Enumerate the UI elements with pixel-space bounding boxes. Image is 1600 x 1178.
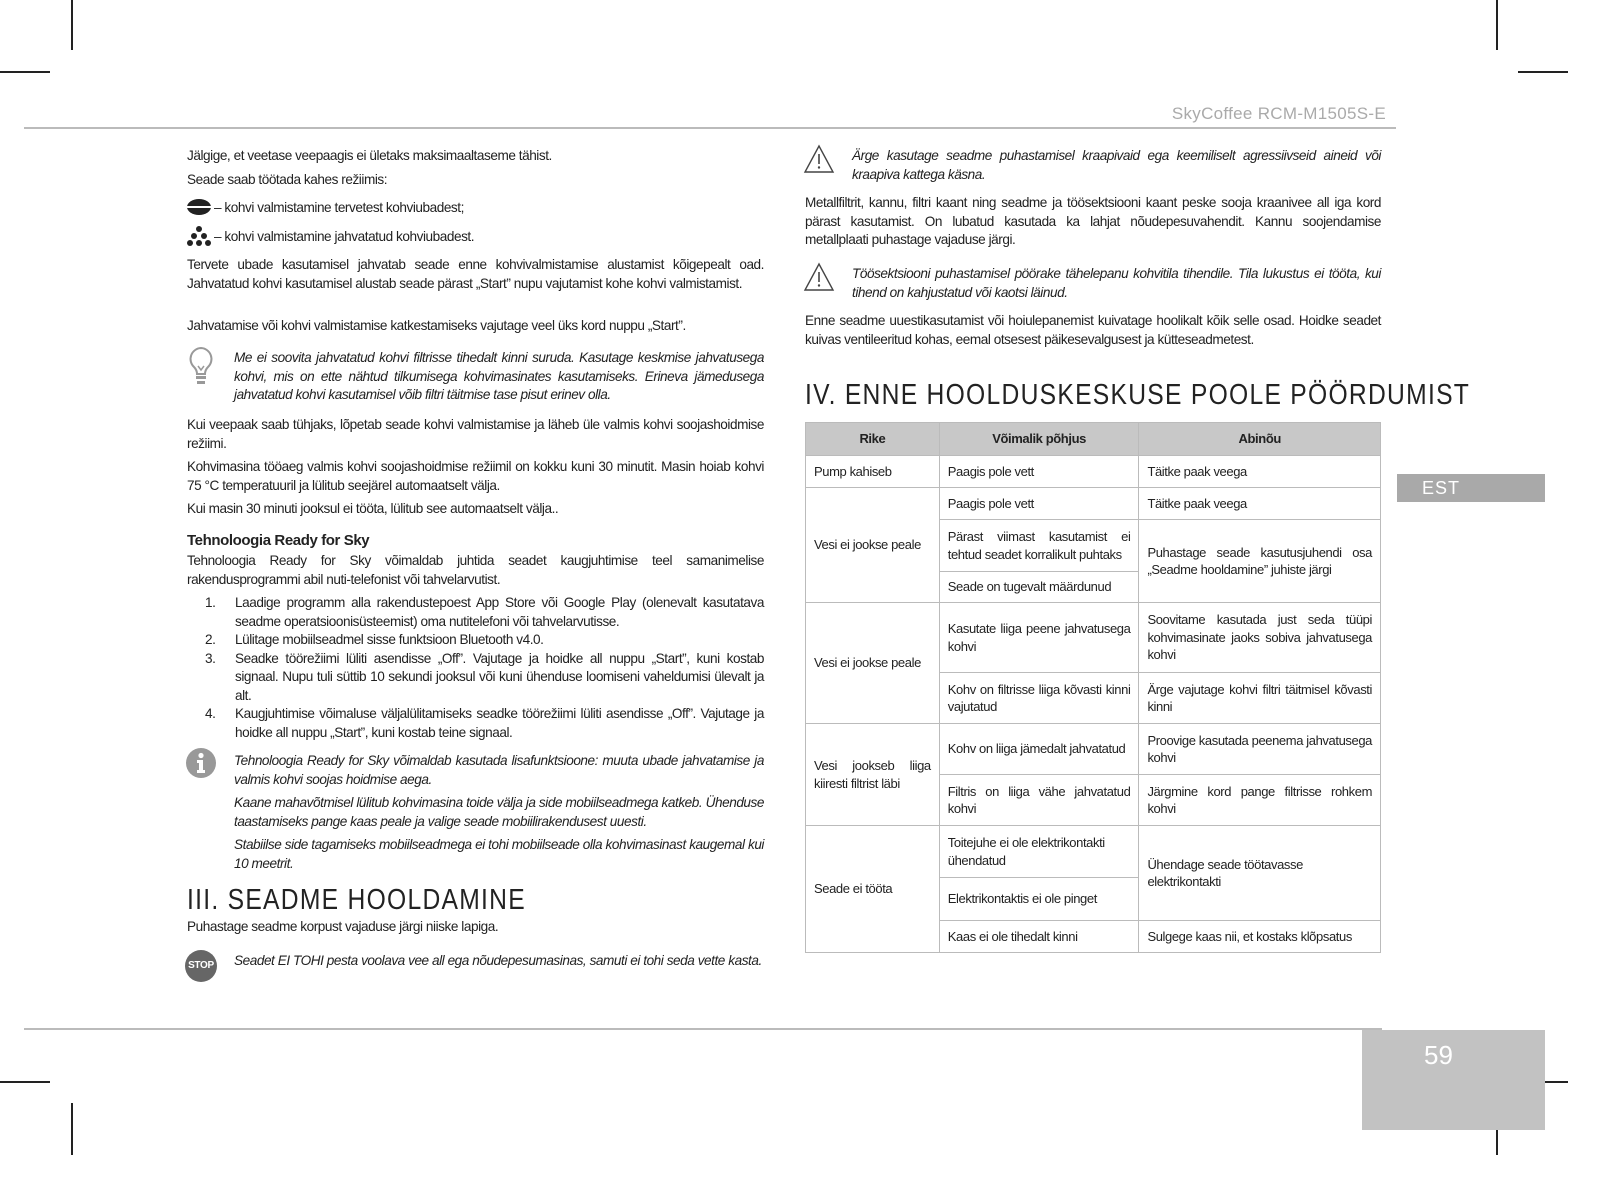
info-note: Tehnoloogia Ready for Sky võimaldab kasutada lisafunktsioone: muuta ubade jahvatamise ja valmis kohvi soojas hoidmise aega. [234,753,764,787]
table-row [806,488,1381,520]
stop-warning: Seadet EI TOHI pesta voolava vee all ega nõudepesumasinas, samuti ei tohi seda vette kasta. [234,953,762,968]
coffee-bean-icon [186,198,212,216]
step-number: 4. [205,706,216,721]
cause-cell: Kaas ei ole tihedalt kinni [939,921,1139,953]
step-number: 2. [205,632,216,647]
header-rule [24,127,1396,129]
lightbulb-icon [187,346,215,386]
cause-cell: Filtris on liiga vähe jahvatatud kohvi [939,775,1139,826]
mode-ground-text: – kohvi valmistamine jahvatatud kohviubadest. [214,229,475,244]
warning-icon [803,144,835,174]
cause-cell: Paagis pole vett [939,456,1139,488]
column-header: Võimalik põhjus [939,423,1139,456]
list-item [187,650,764,706]
step-number: 1. [205,595,216,610]
cause-cell: Toitejuhe ei ole elektrikontakti ühendatud [939,826,1139,878]
stop-label: STOP [188,960,214,971]
column-header: Rike [806,423,940,456]
fault-cell: Vesi ei jookse peale [806,488,940,603]
table-row [806,724,1381,775]
fix-cell: Ärge vajutage kohvi filtri täitmisel kõvasti kinni [1139,673,1381,724]
step-text: Laadige programm alla rakendustepoest App Store või Google Play (olenevalt kasutatava seadme operatsioonisüsteemist) oma nutitelefoni või tahvelarvutisse. [235,595,764,629]
list-item [187,594,764,631]
fix-cell: Proovige kasutada peenema jahvatusega kohvi [1139,724,1381,775]
info-note: Kaane mahavõtmisel lülitub kohvimasina toide välja ja side mobiilseadmega katkeb. Ühenduse taastamiseks pange kaas peale ja valige seade mobiilirakendusest uuesti. [234,795,764,829]
info-icon [185,747,217,779]
step-text: Lülitage mobiilseadmel sisse funktsioon Bluetooth v4.0. [235,632,544,647]
section-3-title: III. SEADME HOOLDAMINE [187,884,526,916]
fix-cell: Järgmine kord pange filtrisse rohkem kohvi [1139,775,1381,826]
step-number: 3. [205,650,216,666]
crop-mark [71,1103,73,1155]
warning-note: Töösektsiooni puhastamisel pöörake tähelepanu kohvitila tihendile. Tila lukustus ei tööta, kui tihend on kahjustatud või kaotsi läinud. [852,266,1381,300]
cause-cell: Seade on tugevalt määrdunud [939,572,1139,603]
fault-cell: Vesi jookseb liiga kiiresti filtrist läbi [806,724,940,826]
list-item [187,705,764,742]
paragraph: Metallfiltrit, kannu, filtri kaant ning seadme ja töösektsiooni kaant peske sooja kraanivee all iga kord pärast kasutamist. On lubatud kasutada ka lahjat nõudepesuvahendit. Kannu soojendamise metallplaati puhastage vajaduse järgi. [805,195,1381,247]
crop-mark [1496,0,1498,50]
fix-cell: Täitke paak veega [1139,488,1381,520]
table-row [806,826,1381,878]
troubleshooting-table [805,422,1381,953]
cause-cell: Paagis pole vett [939,488,1139,520]
steps-list [187,594,764,742]
mode-beans-text: – kohvi valmistamine tervetest kohviubadest; [214,200,464,215]
list-item [187,631,764,650]
crop-mark [71,0,73,50]
fault-cell: Seade ei tööta [806,826,940,953]
table-row [806,603,1381,673]
section-4-title: IV. ENNE HOOLDUSKESKUSE POOLE PÖÖRDUMIST [805,379,1471,411]
info-note: Stabiilse side tagamiseks mobiilseadmega ei tohi mobiilseade olla kohvimasinast kaugemal kui 10 meetrit. [234,837,764,871]
crop-mark [0,1081,50,1083]
cause-cell: Elektrikontaktis ei ole pinget [939,878,1139,921]
table-header-row [806,423,1381,456]
cause-cell: Kasutate liiga peene jahvatusega kohvi [939,603,1139,673]
stop-icon [185,950,217,982]
warning-note: Ärge kasutage seadme puhastamisel kraapivaid ega keemiliselt agressiivseid aineid või kraapiva kattega käsna. [852,148,1381,182]
fault-cell: Vesi ei jookse peale [806,603,940,724]
fix-cell: Soovitame kasutada just seda tüüpi kohvimasinate jaoks sobiva jahvatusega kohvi [1139,603,1381,673]
page-number: 59 [1362,1030,1545,1130]
cause-cell: Pärast viimast kasutamist ei tehtud seadet korralikult puhtaks [939,520,1139,572]
paragraph: Seade saab töötada kahes režiimis: [187,172,388,187]
cause-cell: Kohv on liiga jämedalt jahvatatud [939,724,1139,775]
paragraph: Tervete ubade kasutamisel jahvatab seade enne kohvivalmistamise alustamist kõigepealt oad. Jahvatatud kohvi kasutamisel alustab seade pärast „Start” nupu vajutamist kohe kohvi valmistamist. [187,257,764,291]
step-text: Seadke töörežiimi lüliti asendisse „Off”. Vajutage ja hoidke all nuppu „Start”, kuni kostab signaal. Nupu tuli süttib 10 sekundi jooksul või kuni ühenduse loomiseni vaheldumisi ülevalt ja alt. [235,650,764,703]
cause-cell: Kohv on filtrisse liiga kõvasti kinni vajutatud [939,673,1139,724]
step-text: Kaugjuhtimise võimaluse väljalülitamiseks seadke töörežiimi lüliti asendisse „Off”. Vajutage ja hoidke all nuppu „Start”, kuni kostab teine signaal. [235,706,764,740]
ground-coffee-icon [186,225,212,247]
footer-rule [24,1028,1382,1030]
warning-icon [803,262,835,292]
tip-note: Me ei soovita jahvatatud kohvi filtrisse tihedalt kinni suruda. Kasutage keskmise jahvatusega kohvi, mis on ette nähtud tilkumisega kohvimasinates kasutamiseks. Erineva jämedusega jahvatatud kohvi kasutamisel võib filtri täitmise tase pisut erinev olla. [234,350,764,402]
paragraph: Kui veepaak saab tühjaks, lõpetab seade kohvi valmistamise ja läheb üle valmis kohvi soojashoidmise režiimi. [187,417,764,451]
crop-mark [0,71,50,73]
fix-cell: Ühendage seade töötavasse elektrikontakti [1139,826,1381,921]
product-header: SkyCoffee RCM-M1505S-E [1171,104,1386,123]
fault-cell: Pump kahiseb [806,456,940,488]
crop-mark [1518,71,1568,73]
language-tab: EST [1397,474,1545,502]
paragraph: Puhastage seadme korpust vajaduse järgi niiske lapiga. [187,919,499,934]
paragraph: Kohvimasina tööaeg valmis kohvi soojashoidmise režiimil on kokku kuni 30 minutit. Masin hoiab kohvi 75 °C temperatuuril ja lülitub seejärel automaatselt välja. [187,459,764,493]
sky-heading: Tehnoloogia Ready for Sky [187,532,370,549]
fix-cell: Täitke paak veega [1139,456,1381,488]
paragraph: Jälgige, et veetase veepaagis ei ületaks maksimaaltaseme tähist. [187,148,552,163]
fix-cell: Sulgege kaas nii, et kostaks klõpsatus [1139,921,1381,953]
table-row [806,456,1381,488]
column-header: Abinõu [1139,423,1381,456]
fix-cell: Puhastage seade kasutusjuhendi osa „Seadme hooldamine” juhiste järgi [1139,520,1381,603]
paragraph: Jahvatamise või kohvi valmistamise katkestamiseks vajutage veel üks kord nuppu „Start”. [187,318,686,333]
paragraph: Enne seadme uuestikasutamist või hoiulepanemist kuivatage hoolikalt kõik selle osad. Hoidke seadet kuivas ventileeritud kohas, eemal otsesest päikesevalgusest ja kütteseadmetest. [805,313,1381,347]
paragraph: Kui masin 30 minuti jooksul ei tööta, lülitub see automaatselt välja.. [187,501,559,516]
paragraph: Tehnoloogia Ready for Sky võimaldab juhtida seadet kaugjuhtimise teel samanimelise rakendusprogrammi abil nuti-telefonist või tahvelarvutist. [187,553,764,587]
